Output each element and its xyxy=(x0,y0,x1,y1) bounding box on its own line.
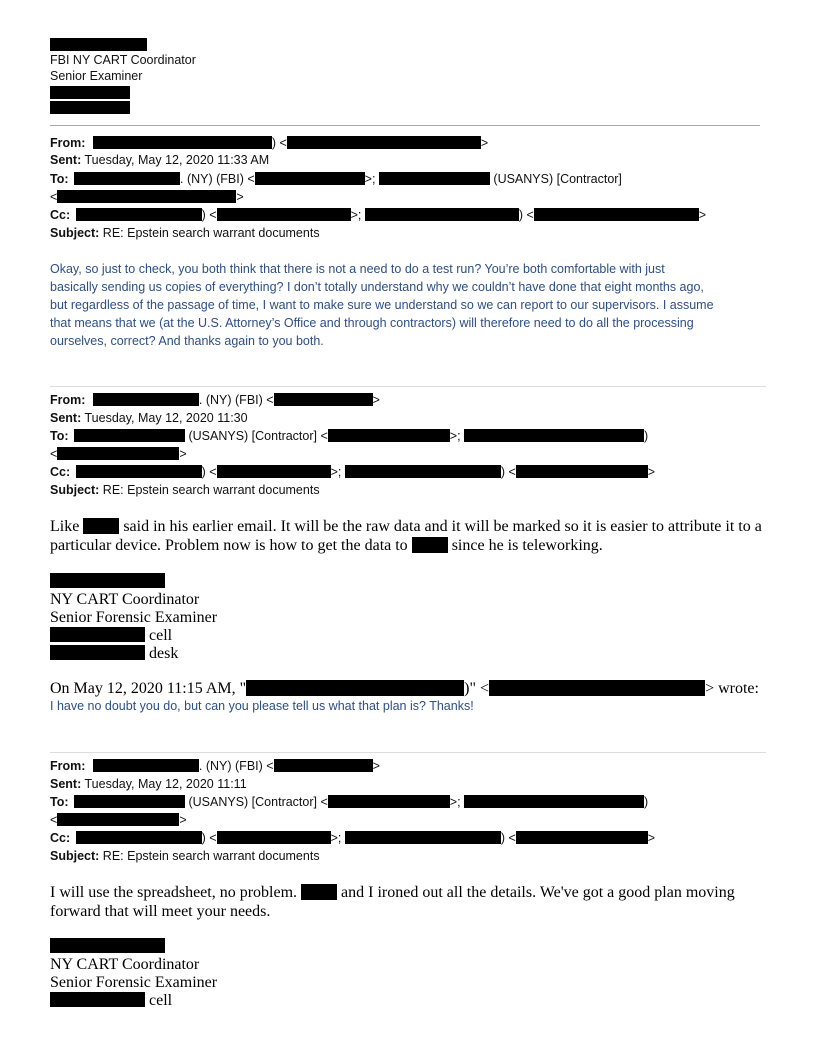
email-punct: < xyxy=(50,447,58,461)
subject-text: RE: Epstein search warrant documents xyxy=(102,849,320,863)
redaction-box xyxy=(93,759,199,772)
redaction-box xyxy=(217,465,331,478)
label-sent: Sent: xyxy=(50,777,82,791)
email-punct: > xyxy=(480,136,489,150)
email-punct: >; xyxy=(330,465,342,479)
redaction-box xyxy=(274,393,373,406)
redaction-box xyxy=(516,831,648,844)
label-from: From: xyxy=(50,136,86,150)
sender-text: . (NY) (FBI) < xyxy=(198,759,274,773)
label-subject: Subject: xyxy=(50,226,100,240)
redaction-box xyxy=(50,938,165,953)
email-header-to-cont xyxy=(50,188,244,206)
body-text: and I ironed out all the details. We've got a good plan moving xyxy=(341,884,735,901)
email-header-subject xyxy=(50,224,320,242)
email-header-cc xyxy=(50,829,655,847)
email-header-subject xyxy=(50,481,320,499)
signature-title: NY CART Coordinator xyxy=(50,956,200,973)
recipient-text: (USANYS) [Contractor] < xyxy=(188,429,328,443)
label-cc: Cc: xyxy=(50,465,71,479)
email-header-to xyxy=(50,793,648,811)
signature-title: FBI NY CART Coordinator xyxy=(50,53,196,67)
body-text: I will use the spreadsheet, no problem. xyxy=(50,884,298,901)
email-header-cc xyxy=(50,463,655,481)
email-header-subject xyxy=(50,847,320,865)
phone-label-cell: cell xyxy=(149,627,173,644)
redaction-box xyxy=(50,38,147,51)
redaction-box xyxy=(83,518,119,534)
redaction-box xyxy=(74,172,180,185)
redaction-box xyxy=(365,208,519,221)
signature-role: Senior Examiner xyxy=(50,69,143,83)
redaction-box xyxy=(50,573,165,588)
redaction-box xyxy=(50,645,145,660)
redaction-box xyxy=(412,537,448,553)
recipient-text: (USANYS) [Contractor] xyxy=(493,172,622,186)
recipient-text: (USANYS) [Contractor] < xyxy=(188,795,328,809)
sender-text: . (NY) (FBI) < xyxy=(198,393,274,407)
email-punct: >; xyxy=(449,429,461,443)
email-punct: ) < xyxy=(518,208,534,222)
redaction-box xyxy=(379,172,490,185)
redaction-box xyxy=(57,813,179,826)
redaction-box xyxy=(217,831,331,844)
redaction-box xyxy=(74,429,185,442)
redaction-box xyxy=(76,465,202,478)
email-header-from xyxy=(50,391,380,409)
sent-date: Tuesday, May 12, 2020 11:11 xyxy=(84,777,247,791)
email-punct: >; xyxy=(350,208,362,222)
redaction-box xyxy=(74,795,185,808)
quoted-body: I have no doubt you do, but can you please tell us what that plan is? Thanks! xyxy=(50,699,474,713)
quoted-header xyxy=(50,679,759,698)
email-header-sent xyxy=(50,151,269,169)
signature-title: NY CART Coordinator xyxy=(50,591,200,608)
quote-text: On May 12, 2020 11:15 AM, " xyxy=(50,680,247,697)
email-header-to-cont xyxy=(50,811,187,829)
email-body-line xyxy=(50,517,762,536)
label-from: From: xyxy=(50,759,86,773)
label-to: To: xyxy=(50,172,69,186)
body-text: said in his earlier email. It will be the raw data and it will be marked so it is easier to attribute it to a xyxy=(123,518,762,535)
body-text: Like xyxy=(50,518,80,535)
email-punct: >; xyxy=(364,172,376,186)
email-header-sent xyxy=(50,775,247,793)
label-to: To: xyxy=(50,795,69,809)
redaction-box xyxy=(50,86,130,99)
redaction-box xyxy=(57,447,179,460)
signature-role: Senior Forensic Examiner xyxy=(50,609,218,626)
email-punct: ) < xyxy=(271,136,287,150)
body-text: since he is teleworking. xyxy=(451,537,603,554)
label-cc: Cc: xyxy=(50,208,71,222)
label-from: From: xyxy=(50,393,86,407)
email-body-line xyxy=(50,883,735,902)
email-body-line xyxy=(50,536,603,555)
email-header-to xyxy=(50,170,622,188)
subject-text: RE: Epstein search warrant documents xyxy=(102,226,320,240)
email-header-sent xyxy=(50,409,248,427)
redaction-box xyxy=(328,795,450,808)
email-body-line: ourselves, correct? And thanks again to you both. xyxy=(50,334,324,348)
redaction-box xyxy=(464,429,644,442)
email-punct: ) < xyxy=(500,831,516,845)
email-punct: > xyxy=(647,831,656,845)
redaction-box xyxy=(57,190,236,203)
email-punct: > xyxy=(698,208,707,222)
phone-label-desk: desk xyxy=(149,645,179,662)
email-punct: < xyxy=(50,813,58,827)
email-punct: > xyxy=(179,447,187,461)
sent-date: Tuesday, May 12, 2020 11:33 AM xyxy=(84,153,270,167)
email-punct: ) xyxy=(644,429,649,443)
redaction-box xyxy=(93,136,272,149)
redaction-box xyxy=(246,680,464,696)
email-punct: >; xyxy=(449,795,461,809)
redaction-box xyxy=(50,101,130,114)
label-subject: Subject: xyxy=(50,849,100,863)
redaction-box xyxy=(287,136,481,149)
redaction-box xyxy=(534,208,699,221)
email-body-line: that means that we (at the U.S. Attorney’s Office and through contractors) will therefore need to do all the processing xyxy=(50,316,694,330)
email-punct: > xyxy=(236,190,244,204)
redaction-box xyxy=(328,429,450,442)
email-header-from xyxy=(50,134,488,152)
redaction-box xyxy=(464,795,644,808)
email-punct: >; xyxy=(330,831,342,845)
redaction-box xyxy=(516,465,648,478)
label-sent: Sent: xyxy=(50,411,82,425)
email-punct: ) < xyxy=(201,208,217,222)
email-header-cc xyxy=(50,206,706,224)
redaction-box xyxy=(255,172,365,185)
sent-date: Tuesday, May 12, 2020 11:30 xyxy=(84,411,248,425)
redaction-box xyxy=(76,831,202,844)
email-punct: ) xyxy=(644,795,649,809)
redaction-box xyxy=(50,627,145,642)
email-body-line: basically sending us copies of everything? I don’t totally understand why we couldn’t have done that eight months ago, xyxy=(50,280,704,294)
divider xyxy=(50,125,760,126)
divider xyxy=(50,386,766,387)
recipient-text: . (NY) (FBI) < xyxy=(180,172,255,186)
redaction-box xyxy=(93,393,199,406)
label-sent: Sent: xyxy=(50,153,82,167)
email-header-to xyxy=(50,427,648,445)
redaction-box xyxy=(274,759,373,772)
email-punct: > xyxy=(647,465,656,479)
body-text: particular device. Problem now is how to get the data to xyxy=(50,537,408,554)
redaction-box xyxy=(345,831,501,844)
subject-text: RE: Epstein search warrant documents xyxy=(102,483,320,497)
email-punct: ) < xyxy=(500,465,516,479)
email-punct: > xyxy=(179,813,187,827)
redaction-box xyxy=(489,680,705,696)
signature-role: Senior Forensic Examiner xyxy=(50,974,218,991)
redaction-box xyxy=(345,465,501,478)
label-subject: Subject: xyxy=(50,483,100,497)
email-punct: ) < xyxy=(201,465,217,479)
redaction-box xyxy=(301,884,337,900)
email-punct: > xyxy=(372,759,380,773)
label-to: To: xyxy=(50,429,69,443)
quote-text: > wrote: xyxy=(705,680,759,697)
email-body-line: Okay, so just to check, you both think that there is not a need to do a test run? You’re both comfortable with just xyxy=(50,262,665,276)
email-body-line: forward that will meet your needs. xyxy=(50,903,271,920)
email-header-from xyxy=(50,757,380,775)
email-body-line: but regardless of the passage of time, I want to make sure we understand so we can report to our supervisors. I assume xyxy=(50,298,714,312)
redaction-box xyxy=(50,992,145,1007)
quote-text: )" < xyxy=(464,680,490,697)
email-header-to-cont xyxy=(50,445,187,463)
redaction-box xyxy=(217,208,351,221)
label-cc: Cc: xyxy=(50,831,71,845)
email-punct: < xyxy=(50,190,58,204)
redaction-box xyxy=(76,208,202,221)
email-punct: > xyxy=(372,393,380,407)
divider xyxy=(50,752,766,753)
email-punct: ) < xyxy=(201,831,217,845)
phone-label-cell: cell xyxy=(149,992,173,1009)
